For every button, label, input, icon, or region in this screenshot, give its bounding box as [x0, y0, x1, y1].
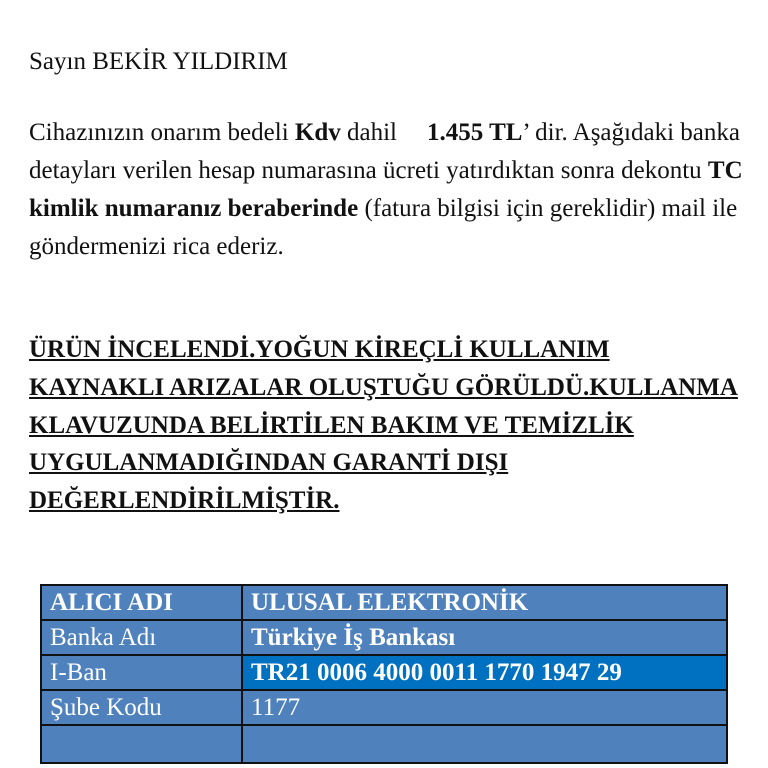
empty-cell	[41, 725, 242, 763]
branch-code-label: Şube Kodu	[41, 690, 242, 725]
table-row-empty	[41, 725, 727, 763]
recipient-label: ALICI ADI	[41, 585, 242, 620]
amount: 1.455 TL	[427, 119, 523, 146]
bank-details-table	[40, 584, 728, 764]
tc-note: TC kimlik numaranız beraberinde	[29, 157, 743, 222]
recipient-value: ULUSAL ELEKTRONİK	[242, 585, 727, 620]
greeting: Sayın BEKİR YILDIRIM	[29, 48, 288, 75]
table-row	[41, 620, 727, 655]
text: Cihazınızın onarım bedeli	[29, 119, 295, 146]
empty-cell	[242, 725, 727, 763]
iban-label: I-Ban	[41, 655, 242, 690]
warranty-notice: ÜRÜN İNCELENDİ.YOĞUN KİREÇLİ KULLANIM KAYNAKLI ARIZALAR OLUŞTUĞU GÖRÜLDÜ.KULLANMA KLAVUZUNDA BELİRTİLEN BAKIM VE TEMİZLİK UYGULANMADIĞINDAN GARANTİ DIŞI DEĞERLENDİRİLMİŞTİR.	[29, 336, 738, 515]
text: ’ dir. Aşağıdaki banka detayları verilen hesap numarasına ücreti yatırdıktan sonra dekontu	[29, 119, 740, 184]
table-row	[41, 690, 727, 725]
text: (fatura bilgisi için gereklidir) mail ile göndermenizi rica ederiz.	[29, 195, 738, 260]
table-row	[41, 585, 727, 620]
text: dahil	[340, 119, 398, 146]
branch-code-value: 1177	[242, 690, 727, 725]
bank-name-label: Banka Adı	[41, 620, 242, 655]
bank-name-value: Türkiye İş Bankası	[242, 620, 727, 655]
payment-paragraph	[29, 114, 749, 266]
kdv-label: Kdv	[294, 119, 341, 146]
iban-value: TR21 0006 4000 0011 1770 1947 29	[242, 655, 727, 690]
table-row	[41, 655, 727, 690]
